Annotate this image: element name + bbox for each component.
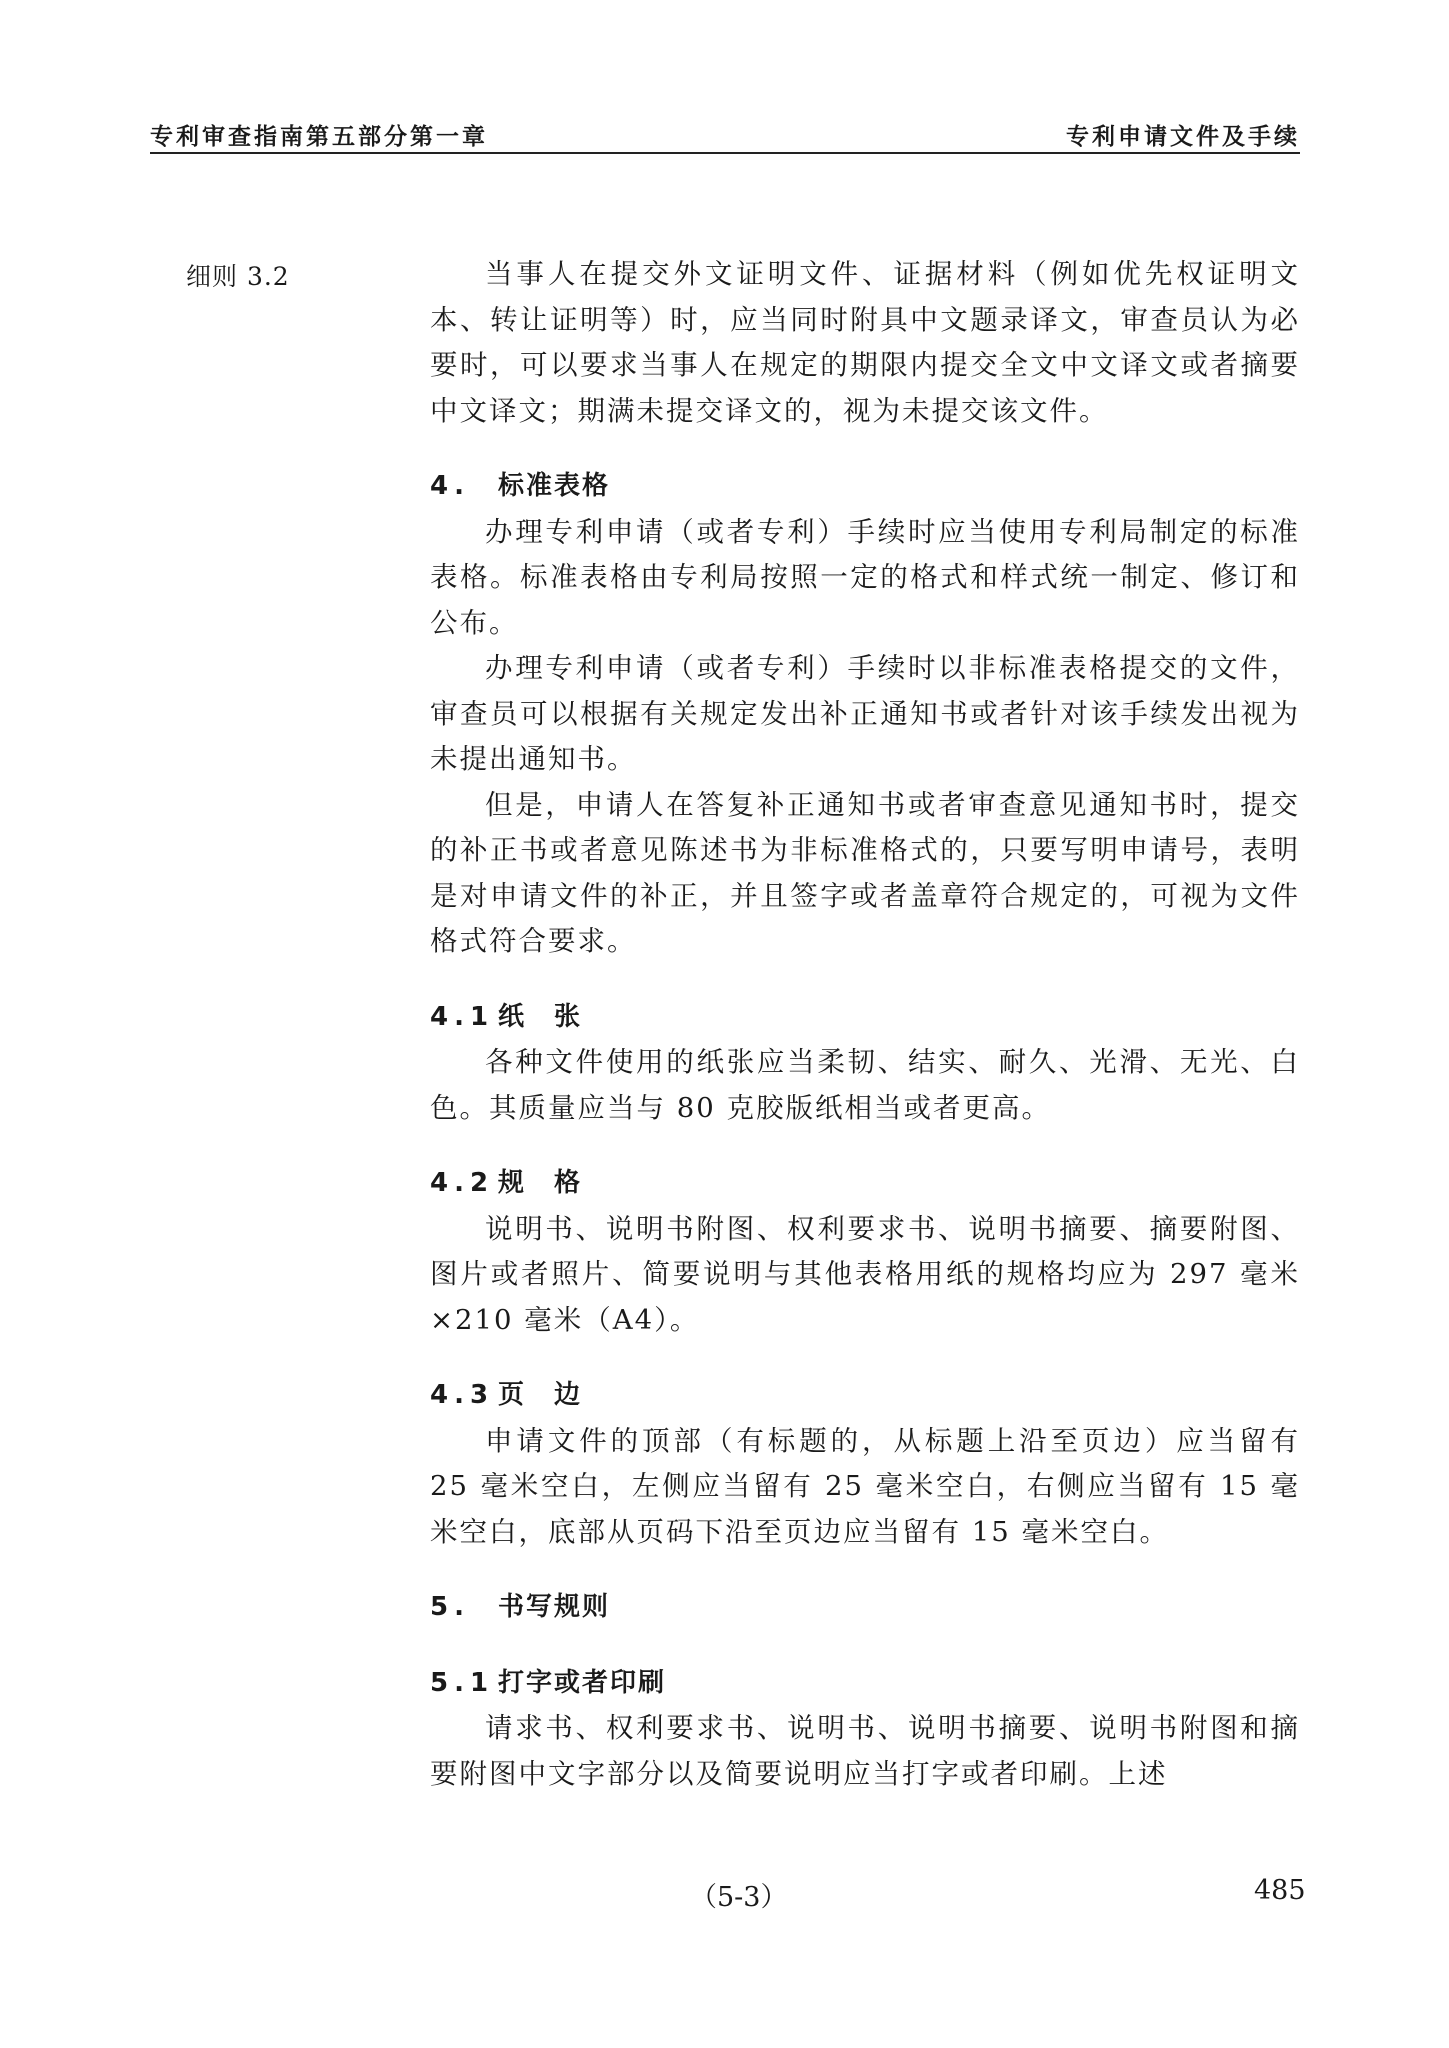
section-heading-4 bbox=[430, 464, 1300, 510]
paragraph-standard-forms: 办理专利申请（或者专利）手续时应当使用专利局制定的标准表格。标准表格由专利局按照一定的格式和样式统一制定、修订和公布。 bbox=[430, 515, 1300, 639]
section-title: 页边 bbox=[498, 1380, 611, 1410]
rule-reference-label: 细则 3.2 bbox=[186, 262, 290, 291]
paragraph-nonstandard-forms: 办理专利申请（或者专利）手续时以非标准表格提交的文件，审查员可以根据有关规定发出补正通知书或者针对该手续发出视为未提出通知书。 bbox=[430, 652, 1300, 775]
header-section-title: 专利申请文件及手续 bbox=[1066, 124, 1300, 150]
paragraph-margins: 申请文件的顶部（有标题的，从标题上沿至页边）应当留有 25 毫米空白，左侧应当留有 25 毫米空白，右侧应当留有 15 毫米空白，底部从页码下沿至页边应当留有 15 毫米空白。 bbox=[430, 1424, 1300, 1548]
section-heading-4-2 bbox=[430, 1161, 1300, 1207]
section-heading-4-3 bbox=[430, 1373, 1300, 1419]
section-heading-4-1 bbox=[430, 995, 1300, 1041]
section-title: 书写规则 bbox=[498, 1592, 611, 1622]
section-number: 5.1 bbox=[430, 1667, 495, 1698]
running-header bbox=[150, 112, 1300, 154]
paragraph-typing: 请求书、权利要求书、说明书、说明书摘要、说明书附图和摘要附图中文字部分以及简要说明应当打字或者印刷。上述 bbox=[430, 1712, 1300, 1790]
section-number: 4.1 bbox=[430, 1001, 495, 1032]
section-title: 打字或者印刷 bbox=[498, 1667, 667, 1698]
paragraph-size: 说明书、说明书附图、权利要求书、说明书摘要、摘要附图、图片或者照片、简要说明与其他表格用纸的规格均应为 297 毫米×210 毫米（A4）。 bbox=[430, 1212, 1300, 1336]
section-number: 4.3 bbox=[430, 1380, 495, 1410]
section-number: 5. bbox=[430, 1592, 470, 1622]
page-section-code: （5-3） bbox=[690, 1882, 788, 1913]
section-title: 标准表格 bbox=[498, 471, 611, 501]
section-number: 4. bbox=[430, 471, 470, 501]
section-heading-5 bbox=[430, 1585, 1300, 1631]
section-number: 4.2 bbox=[430, 1168, 495, 1198]
page-number: 485 bbox=[1254, 1875, 1306, 1906]
section-title: 纸张 bbox=[498, 1001, 611, 1032]
section-heading-5-1 bbox=[430, 1661, 1300, 1707]
paragraph-paper: 各种文件使用的纸张应当柔韧、结实、耐久、光滑、无光、白色。其质量应当与 80 克胶版纸相当或者更高。 bbox=[430, 1046, 1300, 1124]
header-chapter-title: 专利审查指南第五部分第一章 bbox=[150, 124, 488, 150]
paragraph-foreign-documents: 当事人在提交外文证明文件、证据材料（例如优先权证明文本、转让证明等）时，应当同时附具中文题录译文，审查员认为必要时，可以要求当事人在规定的期限内提交全文中文译文或者摘要中文译文；期满未提交译文的，视为未提交该文件。 bbox=[430, 258, 1300, 427]
main-text-column bbox=[430, 252, 1300, 1797]
paragraph-exception: 但是，申请人在答复补正通知书或者审查意见通知书时，提交的补正书或者意见陈述书为非标准格式的，只要写明申请号，表明是对申请文件的补正，并且签字或者盖章符合规定的，可视为文件格式符合要求。 bbox=[430, 788, 1300, 957]
section-title: 规格 bbox=[498, 1168, 611, 1198]
